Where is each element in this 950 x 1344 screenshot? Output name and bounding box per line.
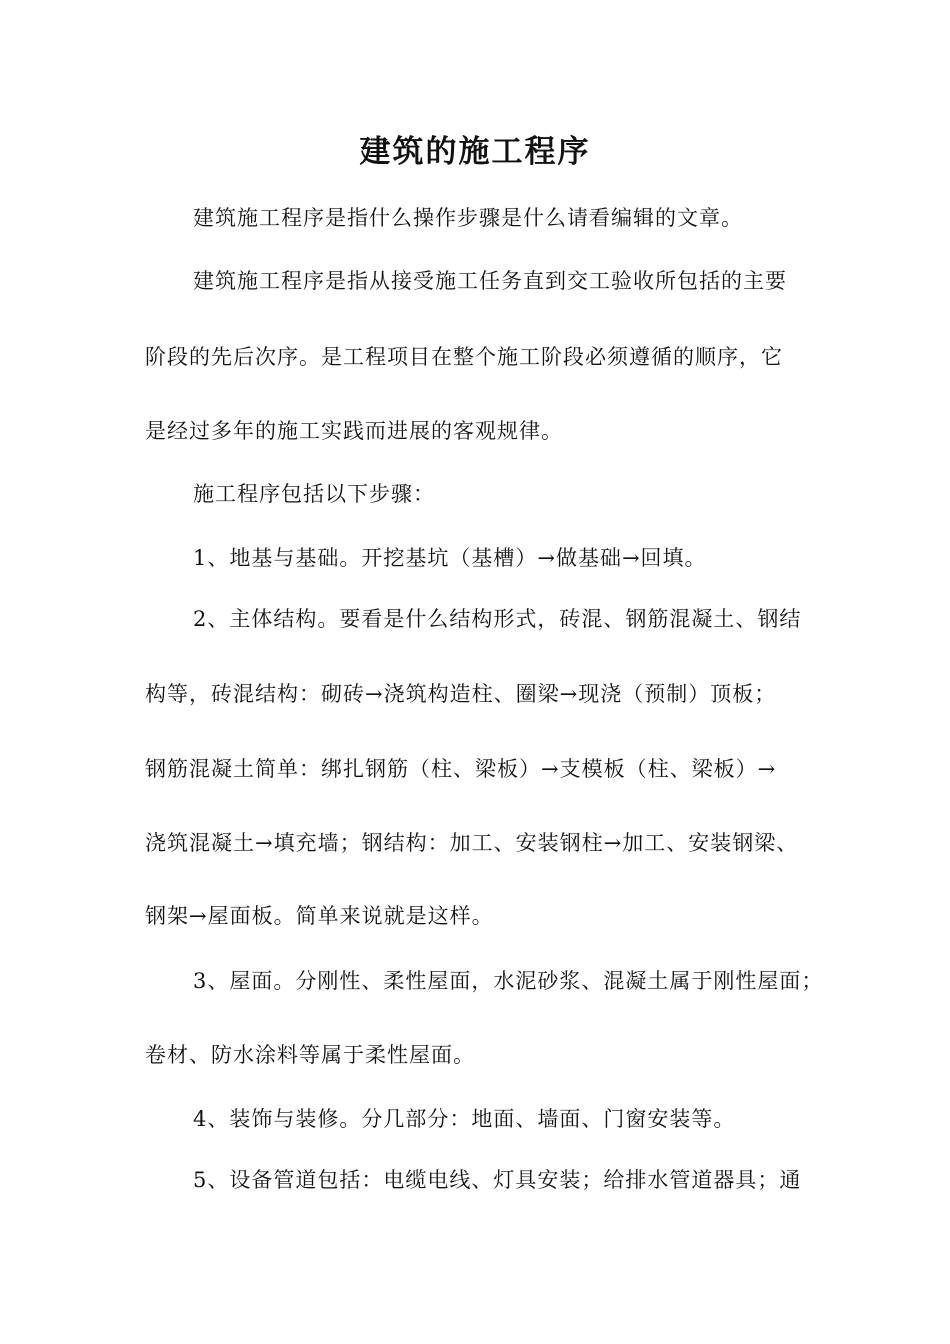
- step-2-structure-line-3: 钢筋混凝土简单：绑扎钢筋（柱、梁板）→支模板（柱、梁板）→: [145, 757, 777, 781]
- document-title: 建筑的施工程序: [359, 134, 591, 170]
- step-2-structure-line-2: 构等，砖混结构：砌砖→浇筑构造柱、圈梁→现浇（预制）顶板；: [145, 682, 777, 706]
- step-3-roof-line-2: 卷材、防水涂料等属于柔性屋面。: [145, 1043, 475, 1067]
- step-5-equipment-line-1: 5、设备管道包括：电缆电线、灯具安装；给排水管道器具；通: [193, 1168, 802, 1192]
- paragraph-definition-line-3: 是经过多年的施工实践而进展的客观规律。: [145, 419, 563, 443]
- paragraph-steps-heading: 施工程序包括以下步骤：: [193, 482, 435, 506]
- step-1-foundation: 1、地基与基础。开挖基坑（基槽）→做基础→回填。: [193, 546, 707, 570]
- paragraph-intro: 建筑施工程序是指什么操作步骤是什么请看编辑的文章。: [193, 206, 743, 230]
- step-2-structure-line-4: 浇筑混凝土→填充墙；钢结构：加工、安装钢柱→加工、安装钢梁、: [145, 831, 799, 855]
- step-2-structure-line-1: 2、主体结构。要看是什么结构形式，砖混、钢筋混凝土、钢结: [193, 607, 802, 631]
- paragraph-definition-line-2: 阶段的先后次序。是工程项目在整个施工阶段必须遵循的顺序，它: [145, 345, 783, 369]
- step-2-structure-line-5: 钢架→屋面板。简单来说就是这样。: [145, 904, 494, 928]
- step-4-decoration: 4、装饰与装修。分几部分：地面、墙面、门窗安装等。: [193, 1107, 736, 1131]
- step-3-roof-line-1: 3、屋面。分刚性、柔性屋面，水泥砂浆、混凝土属于刚性屋面；: [193, 969, 824, 993]
- paragraph-definition-line-1: 建筑施工程序是指从接受施工任务直到交工验收所包括的主要: [193, 269, 787, 293]
